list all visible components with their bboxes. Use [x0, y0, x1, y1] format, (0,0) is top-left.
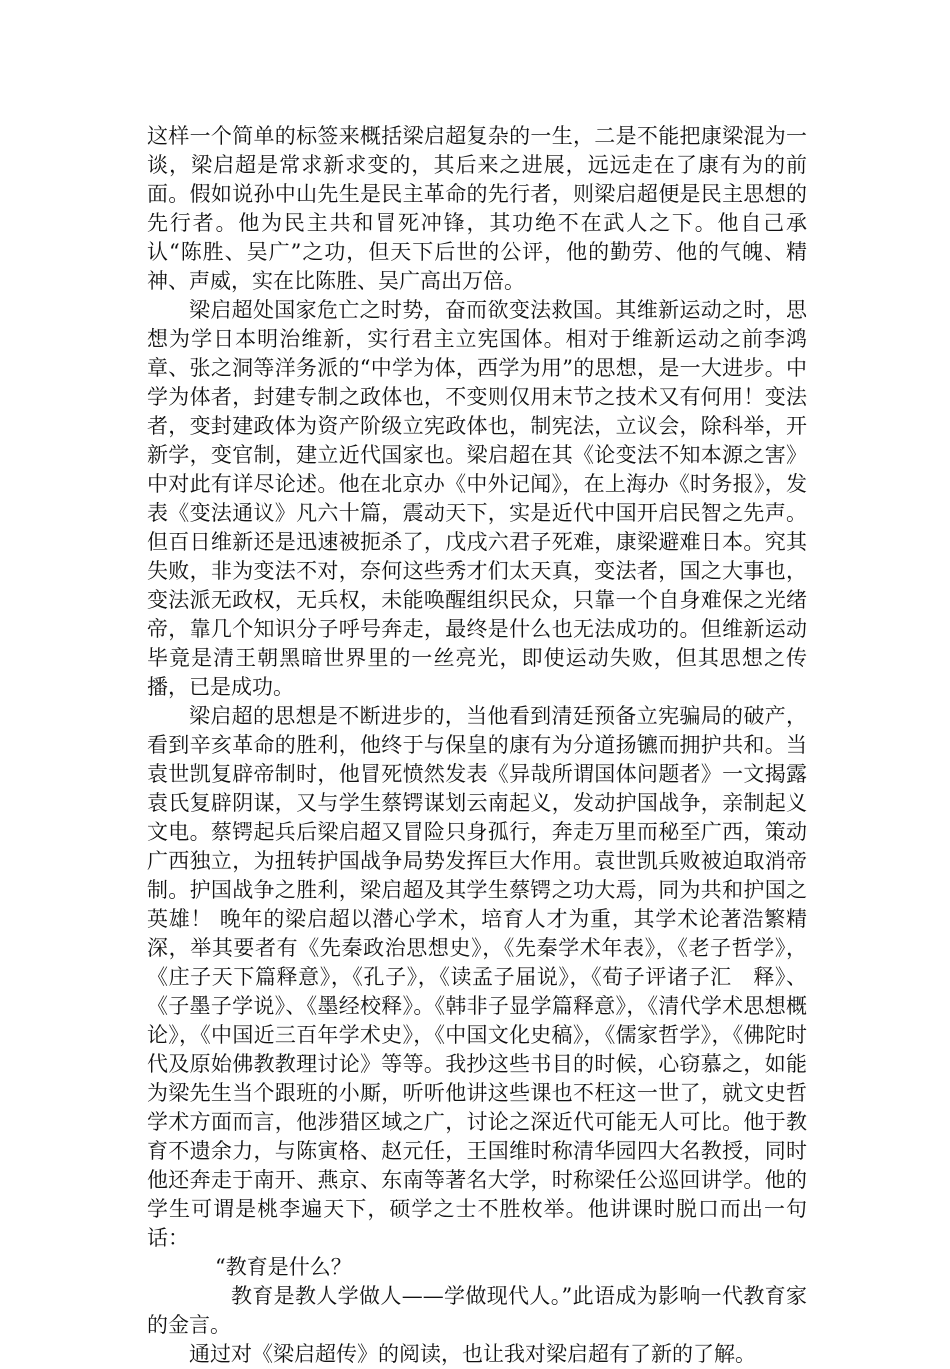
- document-body: [147, 122, 807, 1369]
- paragraph-2: 梁启超处国家危亡之时势，奋而欲变法救国。其维新运动之时，思想为学日本明治维新，实行君主立宪国体。相对于维新运动之前李鸿章、张之洞等洋务派的“中学为体，西学为用”的思想，是一大进步。中学为体者，封建专制之政体也，不变则仅用末节之技术又有何用！变法者，变封建政体为资产阶级立宪政体也，制宪法，立议会，除科举，开新学，变官制，建立近代国家也。梁启超在其《论变法不知本源之害》中对此有详尽论述。他在北京办《中外记闻》，在上海办《时务报》，发表《变法通议》凡六十篇，震动天下，实是近代中国开启民智之先声。但百日维新还是迅速被扼杀了，戊戌六君子死难，康梁避难日本。究其失败，非为变法不对，奈何这些秀才们太天真，变法者，国之大事也，变法派无政权，无兵权，未能唤醒组织民众，只靠一个自身难保之光绪帝，靠几个知识分子呼号奔走，最终是什么也无法成功的。但维新运动毕竟是清王朝黑暗世界里的一丝亮光，即使运动失败，但其思想之传播，已是成功。: [147, 298, 807, 699]
- quote-line-2: 教育是教人学做人——学做现代人。”此语成为影响一代教育家的金言。: [147, 1284, 807, 1337]
- paragraph-1: 这样一个简单的标签来概括梁启超复杂的一生，二是不能把康梁混为一谈，梁启超是常求新求变的，其后来之进展，远远走在了康有为的前面。假如说孙中山先生是民主革命的先行者，则梁启超便是民主思想的先行者。他为民主共和冒死冲锋，其功绝不在武人之下。他自己承认“陈胜、吴广”之功，但天下后世的公评，他的勤劳、他的气魄、精神、声威，实在比陈胜、吴广高出万倍。: [147, 124, 807, 293]
- paragraph-3: 梁启超的思想是不断进步的，当他看到清廷预备立宪骗局的破产，看到辛亥革命的胜利，他终于与保皇的康有为分道扬镳而拥护共和。当袁世凯复辟帝制时，他冒死愤然发表《异哉所谓国体问题者》一文揭露袁氏复辟阴谋，又与学生蔡锷谋划云南起义，发动护国战争，亲制起义文电。蔡锷起兵后梁启超又冒险只身孤行，奔走万里而秘至广西，策动广西独立，为扭转护国战争局势发挥巨大作用。袁世凯兵败被迫取消帝制。护国战争之胜利，梁启超及其学生蔡锷之功大焉，同为共和护国之英雄！ 晚年的梁启超以潜心学术，培育人才为重，其学术论著浩繁精深，举其要者有《先秦政治思想史》，《先秦学术年表》，《老子哲学》，《庄子天下篇释意》，《孔子》，《读孟子届说》，《荀子评诸子汇 释》、《子墨子学说》、《墨经校释》。《韩非子显学篇释意》，《清代学术思想概论》，《中国近三百年学术史》，《中国文化史稿》，《儒家哲学》，《佛陀时代及原始佛教教理讨论》等等。我抄这些书目的时候，心窃慕之，如能为梁先生当个跟班的小厮，听听他讲这些课也不枉这一世了，就文史哲学术方面而言，他涉猎区域之广，讨论之深近代可能无人可比。他于教育不遗余力，与陈寅格、赵元任，王国维时称清华园四大名教授，同时他还奔走于南开、燕京、东南等著名大学，时称梁任公巡回讲学。他的学生可谓是桃李遍天下，硕学之士不胜枚举。他讲课时脱口而出一句话：: [147, 704, 807, 1250]
- quote-line-1: “教育是什么？: [215, 1255, 352, 1279]
- closing-paragraph: 通过对《梁启超传》的阅读，也让我对梁启超有了新的了解。: [189, 1342, 756, 1366]
